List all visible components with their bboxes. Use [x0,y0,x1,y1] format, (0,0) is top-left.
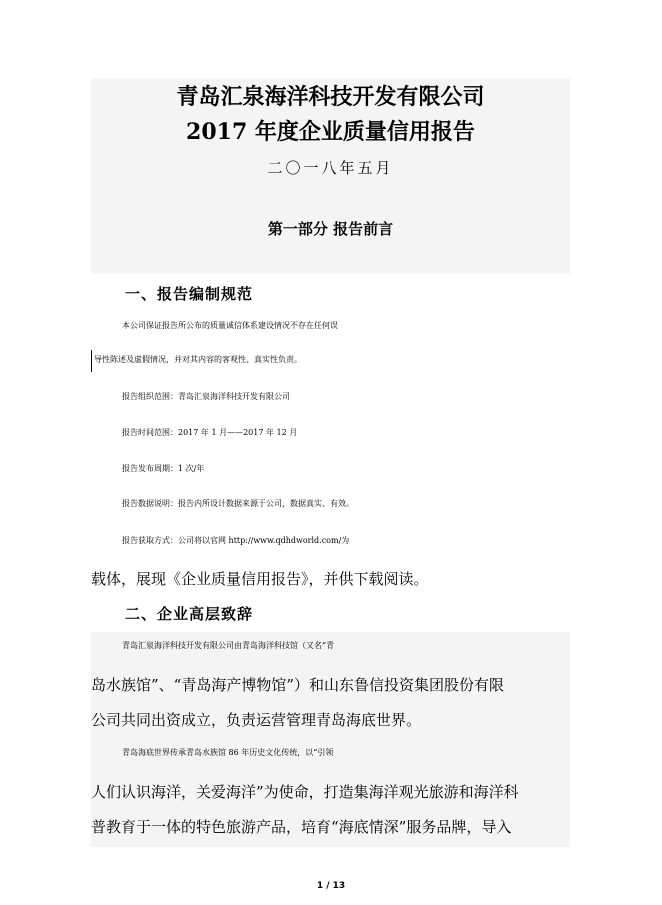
company-name: 青岛汇泉海洋科技开发有限公司 [176,84,485,110]
access-method-line1: 报告获取方式：公司将以官网 http://www.qdhdworld.com/为 [122,536,350,545]
data-note: 报告数据说明：报告内所设计数据来源于公司，数据真实、有效。 [122,499,354,508]
section2-para1-line2: 岛水族馆”、“青岛海产博物馆”）和山东鲁信投资集团股份有限 [91,676,505,694]
section1-heading: 一、报告编制规范 [125,285,254,303]
report-date: 二〇一八年五月 [267,159,394,177]
section2-para1-line3: 公司共同出资成立，负责运营管理青岛海底世界。 [91,711,422,729]
section1-para1-line1: 本公司保证报告所公布的质量诚信体系建设情况不存在任何误 [122,321,338,330]
text-cursor [91,350,92,372]
section1-para1-line2: 导性陈述及虚假情况，并对其内容的客观性、真实性负责。 [94,355,302,364]
time-scope: 报告时间范围：2017 年 1 月——2017 年 12 月 [122,428,298,437]
part1-heading: 第一部分 报告前言 [267,220,394,238]
org-scope: 报告组织范围：青岛汇泉海洋科技开发有限公司 [122,392,290,401]
report-title: 2017 年度企业质量信用报告 [186,119,475,145]
section2-para2-line3: 普教育于一体的特色旅游产品，培育“海底情深”服务品牌，导入 [91,818,512,836]
section2-shading [91,632,570,847]
section2-heading: 二、企业高层致辞 [125,605,254,623]
section2-para2-line2: 人们认识海洋，关爱海洋”为使命，打造集海洋观光旅游和海洋科 [91,783,519,801]
section2-para2-line1: 青岛海底世界传承青岛水族馆 86 年历史文化传统，以“引领 [122,748,334,757]
section2-para1-line1: 青岛汇泉海洋科技开发有限公司由青岛海洋科技馆（又名“青 [122,641,335,650]
publish-cycle: 报告发布周期：1 次/年 [122,464,205,473]
access-method-line2: 载体，展现《企业质量信用报告》，并供下载阅读。 [91,570,429,588]
page-number: 1 / 13 [316,881,346,891]
